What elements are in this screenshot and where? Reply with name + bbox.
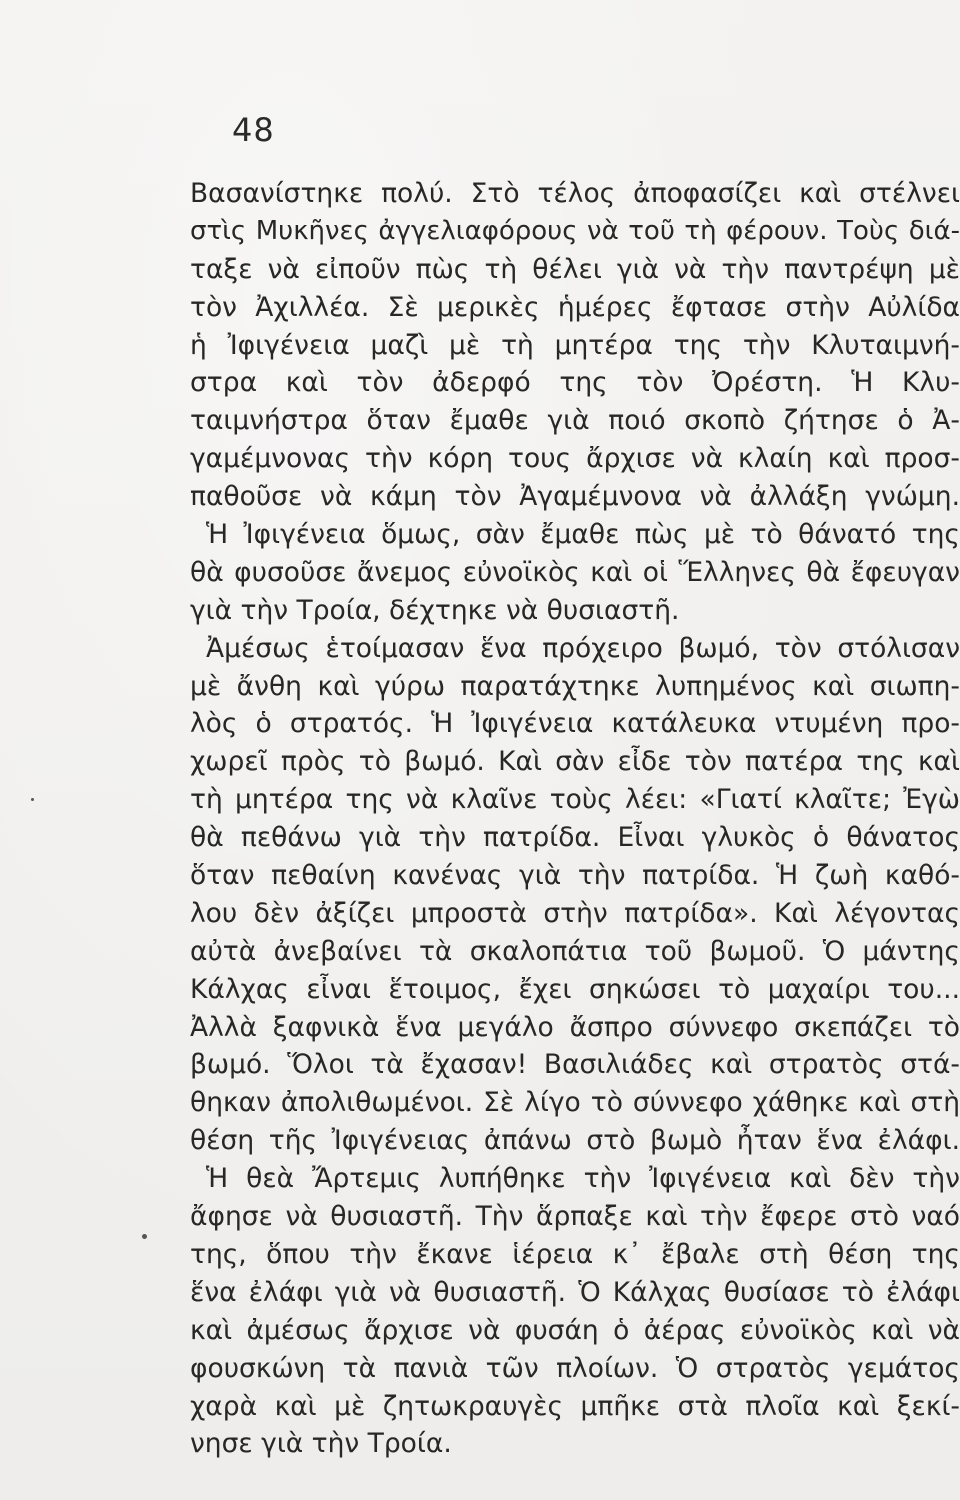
text-line: μὲ ἄνθη καὶ γύρω παρατάχτηκε λυπημένος καὶ σιωπη- — [190, 670, 960, 702]
text-line: Ἀμέσως ἑτοίμασαν ἕνα πρόχειρο βωμό, τὸν στόλισαν — [206, 632, 960, 664]
text-line: στὶς Μυκῆνες ἀγγελιαφόρους νὰ τοῦ τὴ φέρουν. Τοὺς διά- — [190, 215, 960, 246]
paper-speck — [31, 798, 34, 801]
text-line: τὴ μητέρα της νὰ κλαῖνε τοὺς λέει: «Γιατί κλαῖτε; Ἐγὼ — [190, 784, 960, 816]
text-line: χωρεῖ πρὸς τὸ βωμό. Καὶ σὰν εἶδε τὸν πατέρα της καὶ — [190, 746, 960, 778]
text-line: τὸν Ἀχιλλέα. Σὲ μερικὲς ἡμέρες ἔφτασε στὴν Αὐλίδα — [190, 291, 960, 323]
text-line: Κάλχας εἶναι ἕτοιμος, ἔχει σηκώσει τὸ μαχαίρι του... — [190, 973, 960, 1005]
text-line: ἕνα ἐλάφι γιὰ νὰ θυσιαστῆ. Ὁ Κάλχας θυσίασε τὸ ἐλάφι — [190, 1276, 960, 1308]
text-line: ἡ Ἰφιγένεια μαζὶ μὲ τὴ μητέρα της τὴν Κλυταιμνή- — [190, 329, 960, 361]
body-text — [190, 175, 960, 1463]
text-line: ἄφησε νὰ θυσιαστῆ. Τὴν ἅρπαξε καὶ τὴν ἔφερε στὸ ναό — [190, 1201, 960, 1233]
text-line: βωμό. Ὅλοι τὰ ἔχασαν! Βασιλιάδες καὶ στρατὸς στά- — [190, 1049, 960, 1081]
text-line: καὶ ἀμέσως ἄρχισε νὰ φυσάη ὁ ἀέρας εὐνοϊκὸς καὶ νὰ — [190, 1314, 960, 1346]
text-line: φουσκώνη τὰ πανιὰ τῶν πλοίων. Ὁ στρατὸς γεμάτος — [190, 1352, 960, 1384]
text-line: παθοῦσε νὰ κάμη τὸν Ἀγαμέμνονα νὰ ἀλλάξη γνώμη. — [190, 481, 960, 513]
text-line: χαρὰ καὶ μὲ ζητωκραυγὲς μπῆκε στὰ πλοῖα καὶ ξεκί- — [190, 1390, 960, 1422]
text-line: της, ὅπου τὴν ἔκανε ἱέρεια κ᾽ ἔβαλε στὴ θέση της — [190, 1238, 960, 1270]
text-line: θέση τῆς Ἰφιγένειας ἀπάνω στὸ βωμὸ ἦταν ἕνα ἐλάφι. — [190, 1125, 960, 1157]
page-number: 48 — [232, 111, 275, 149]
text-line: Ἡ θεὰ Ἄρτεμις λυπήθηκε τὴν Ἰφιγένεια καὶ δὲν τὴν — [206, 1163, 960, 1195]
text-line: νησε γιὰ τὴν Τροία. — [190, 1428, 452, 1460]
text-line: στρα καὶ τὸν ἀδερφό της τὸν Ὀρέστη. Ἡ Κλυ- — [190, 367, 960, 399]
text-line: Ἀλλὰ ξαφνικὰ ἕνα μεγάλο ἄσπρο σύννεφο σκεπάζει τὸ — [190, 1011, 960, 1043]
text-line: θηκαν ἀπολιθωμένοι. Σὲ λίγο τὸ σύννεφο χάθηκε καὶ στὴ — [190, 1087, 960, 1119]
text-line: ταξε νὰ εἰποῦν πὼς τὴ θέλει γιὰ νὰ τὴν παντρέψη μὲ — [190, 253, 960, 285]
text-line: γαμέμνονας τὴν κόρη τους ἄρχισε νὰ κλαίη καὶ προσ- — [190, 443, 960, 475]
text-line: θὰ φυσοῦσε ἄνεμος εὐνοϊκὸς καὶ οἱ Ἕλληνες θὰ ἔφευγαν — [190, 556, 960, 588]
paper-speck — [142, 1234, 147, 1239]
text-line: ὅταν πεθαίνη κανένας γιὰ τὴν πατρίδα. Ἡ ζωὴ καθό- — [190, 860, 960, 892]
text-line: ταιμνήστρα ὅταν ἔμαθε γιὰ ποιό σκοπὸ ζήτησε ὁ Ἀ- — [190, 405, 960, 437]
text-line: λου δὲν ἀξίζει μπροστὰ στὴν πατρίδα». Καὶ λέγοντας — [190, 897, 960, 929]
text-line: Βασανίστηκε πολύ. Στὸ τέλος ἀποφασίζει καὶ στέλνει — [190, 178, 960, 209]
text-line: αὐτὰ ἀνεβαίνει τὰ σκαλοπάτια τοῦ βωμοῦ. Ὁ μάντης — [190, 935, 960, 967]
text-line: γιὰ τὴν Τροία, δέχτηκε νὰ θυσιαστῆ. — [190, 594, 680, 626]
text-line: θὰ πεθάνω γιὰ τὴν πατρίδα. Εἶναι γλυκὸς ὁ θάνατος — [190, 822, 960, 854]
text-line: λὸς ὁ στρατός. Ἡ Ἰφιγένεια κατάλευκα ντυμένη προ- — [190, 708, 960, 740]
text-line: Ἡ Ἰφιγένεια ὅμως, σὰν ἔμαθε πὼς μὲ τὸ θάνατό της — [206, 519, 960, 551]
